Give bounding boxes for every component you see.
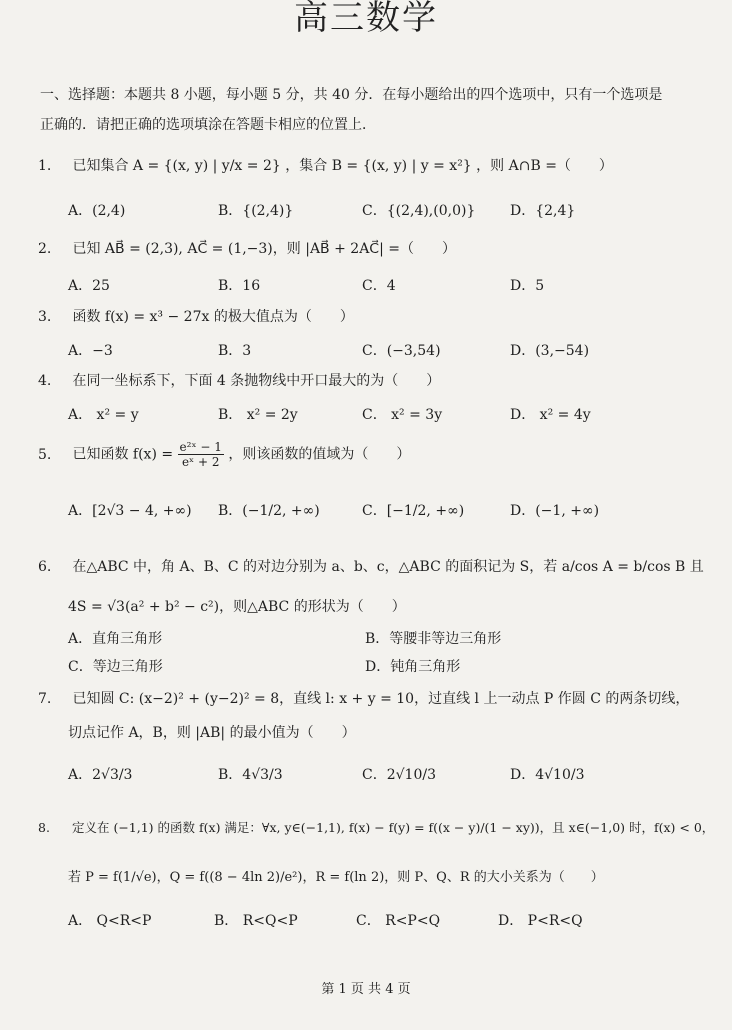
page-title: 高三数学 [294,0,438,38]
fraction-denominator: eˣ + 2 [181,455,220,469]
option-c: C．2√10/3 [362,767,436,783]
question-1 [38,155,613,175]
option-d: D．4√10/3 [510,767,585,783]
option-a: A．−3 [68,343,113,359]
option-c: C．{(2,4),(0,0)} [362,203,476,219]
question-4 [38,370,440,390]
fraction-numerator: e²ˣ − 1 [179,440,222,454]
set-a: A = {(x, y) | y/x = 2} [132,158,281,174]
question-text: 定义在 (−1,1) 的函数 f(x) 满足：∀x, y∈(−1,1), f(x) − f(y) = f((x − y)/(1 − xy))，且 x∈(−1,0) 时，f(x) < 0， [71,820,715,835]
option-d: D．(−1, +∞) [510,503,600,519]
option-a: A． x² = y [68,407,139,423]
option-c: C．[−1/2, +∞) [362,503,465,519]
option-b: B． x² = 2y [218,407,298,423]
option-d: D．钝角三角形 [365,659,461,675]
option-a: A．25 [68,278,110,294]
option-b: B．3 [218,343,252,359]
set-b: B = {(x, y) | y = x²} [331,158,472,174]
option-d: D． x² = 4y [510,407,591,423]
question-7 [38,688,689,708]
question-text: 在同一坐标系下，下面 4 条抛物线中开口最大的为（ ） [72,373,441,389]
question-3 [38,306,354,326]
question-text: 已知函数 f(x) = [72,446,174,463]
option-b: B． R<Q<P [214,913,298,929]
question-8 [38,818,714,836]
option-a: A．2√3/3 [68,767,133,783]
question-number: 5. [38,446,52,463]
question-number: 6. [38,559,52,575]
question-text: ，则 A∩B =（ ） [476,158,613,174]
question-text: ，则该函数的值域为（ ） [228,446,411,463]
option-b: B．(−1/2, +∞) [218,503,320,519]
question-number: 2. [38,241,52,257]
question-7-line-2: 切点记作 A，B，则 |AB| 的最小值为（ ） [68,725,356,741]
question-text: 已知集合 [72,158,129,174]
question-number: 7. [38,691,52,707]
option-c: C．等边三角形 [68,659,163,675]
option-c: C．4 [362,278,396,294]
option-d: D．{2,4} [510,203,576,219]
option-d: D．(3,−54) [510,343,590,359]
option-a: A．(2,4) [68,203,126,219]
question-6 [38,556,704,576]
question-5 [38,440,410,469]
fraction [178,440,224,469]
question-number: 4. [38,373,52,389]
option-b: B．4√3/3 [218,767,283,783]
option-a: A． Q<R<P [68,913,152,929]
option-c: C．(−3,54) [362,343,441,359]
question-text: 已知 AB⃗ = (2,3), AC⃗ = (1,−3)，则 |AB⃗ + 2AC⃗| =（ ） [72,241,456,257]
question-number: 8. [38,820,50,835]
option-b: B．{(2,4)} [218,203,294,219]
question-text: 在△ABC 中，角 A、B、C 的对边分别为 a、b、c，△ABC 的面积记为 S，若 a/cos A = b/cos B 且 [72,559,704,575]
question-text: 函数 f(x) = x³ − 27x 的极大值点为（ ） [72,309,354,325]
question-number: 1. [38,158,52,174]
question-text: 已知圆 C: (x−2)² + (y−2)² = 8，直线 l: x + y = 10，过直线 l 上一动点 P 作圆 C 的两条切线， [72,691,690,707]
question-number: 3. [38,309,52,325]
option-a: A．[2√3 − 4, +∞) [68,503,192,519]
option-b: B．16 [218,278,261,294]
question-text: ，集合 [285,158,328,174]
option-c: C． x² = 3y [362,407,443,423]
page-footer: 第 1 页 共 4 页 [321,982,411,997]
option-c: C． R<P<Q [356,913,441,929]
section-instructions: 一、选择题：本题共 8 小题，每小题 5 分，共 40 分．在每小题给出的四个选项中，只有一个选项是正确的．请把正确的选项填涂在答题卡相应的位置上． [40,87,663,133]
option-d: D．5 [510,278,545,294]
question-6-line-2: 4S = √3(a² + b² − c²)，则△ABC 的形状为（ ） [68,599,406,615]
option-b: B．等腰非等边三角形 [365,631,502,647]
option-a: A．直角三角形 [68,631,163,647]
option-d: D． P<R<Q [498,913,583,929]
question-8-line-2: 若 P = f(1/√e)，Q = f((8 − 4ln 2)/e²)，R = f(ln 2)，则 P、Q、R 的大小关系为（ ） [68,870,604,885]
question-2 [38,238,456,258]
